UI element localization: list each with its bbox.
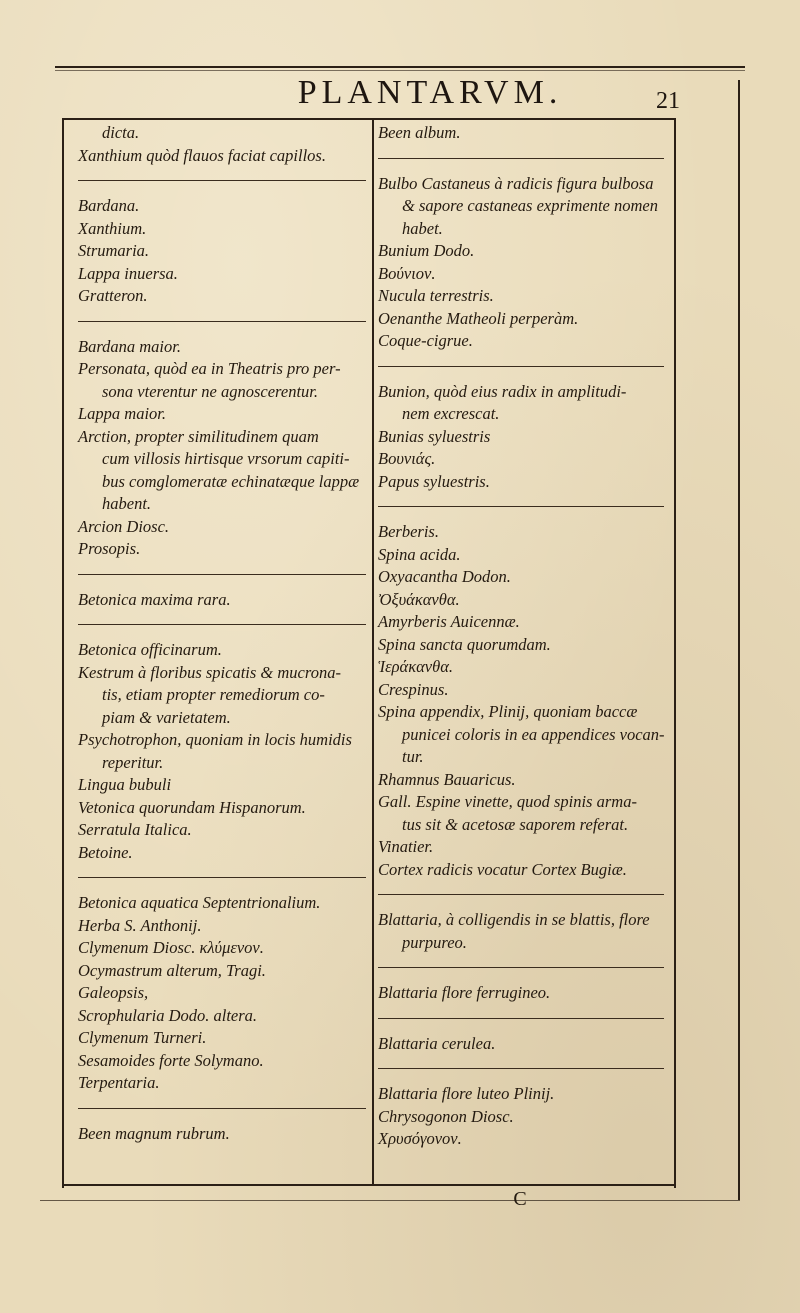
entry-separator-rule (78, 1108, 366, 1109)
entry-line: Xanthium quòd flauos faciat capillos. (78, 145, 326, 165)
plant-entry (78, 336, 370, 561)
entry-line: Personata, quòd ea in Theatris pro per- (78, 359, 341, 378)
entry-line: Spina appendix, Plinij, quoniam baccæ (378, 702, 638, 721)
entry-line: Lingua bubuli (78, 775, 172, 794)
entry-line: Blattaria, à colligendis in se blattis, flore (378, 910, 650, 929)
entry-separator-rule (378, 967, 664, 968)
plant-entry (78, 892, 370, 1095)
entry-line: Βούνιον. (378, 263, 436, 283)
entry-line: Coque-cigrue. (378, 331, 473, 350)
entry-separator-rule (78, 877, 366, 878)
plant-entry (78, 195, 370, 308)
plant-entry (78, 122, 370, 167)
entry-line: Sesamoides forte Solymano. (78, 1050, 264, 1070)
entry-line: Clymenum Turneri. (78, 1028, 207, 1047)
entry-separator-rule (78, 321, 366, 322)
entry-separator-rule (78, 574, 366, 575)
bottom-rule-faint (40, 1200, 740, 1201)
entry-separator-rule (378, 894, 664, 895)
entry-line: & sapore castaneas exprimente nomen (402, 196, 658, 215)
entry-line: Scrophularia Dodo. altera. (78, 1005, 258, 1025)
entry-separator-rule (378, 366, 664, 367)
entry-line: Strumaria. (78, 241, 150, 260)
entry-line: Βουνιάς. (378, 449, 436, 468)
entry-line: Ὀξυάκανθα. (378, 589, 460, 609)
entry-line: tis, etiam propter remediorum co- (102, 685, 325, 704)
plant-entry (378, 1033, 668, 1056)
page-number: 21 (656, 88, 680, 114)
right-outer-rule (738, 80, 740, 1200)
entry-line: Lappa maior. (78, 404, 167, 423)
entry-separator-rule (378, 158, 664, 159)
entry-line: Xanthium. (78, 218, 147, 238)
plant-entry (378, 173, 668, 353)
entry-line: Bardana. (78, 196, 140, 215)
entry-line: Terpentaria. (78, 1073, 160, 1092)
entry-line: Gall. Espine vinette, quod spinis arma- (378, 792, 637, 811)
plant-entry (378, 1083, 668, 1151)
entry-line: bus comglomeratæ echinatæque lappæ (102, 471, 360, 491)
entry-separator-rule (378, 1068, 664, 1069)
entry-line: Gratteron. (78, 286, 148, 305)
running-header (60, 64, 740, 114)
entry-line: habet. (402, 218, 443, 238)
plant-entry (378, 521, 668, 881)
entry-line: Galeopsis, (78, 983, 149, 1002)
entry-line: cum villosis hirtisque vrsorum capiti- (102, 449, 350, 468)
entry-line: Spina sancta quorumdam. (378, 634, 551, 654)
entry-line: Betonica officinarum. (78, 640, 222, 659)
page-title: PLANTARVM. (297, 74, 563, 111)
entry-line: Crespinus. (378, 679, 449, 699)
entry-separator-rule (378, 1018, 664, 1019)
entry-line: Ἱεράκανθα. (378, 657, 453, 676)
plant-entry (78, 1123, 370, 1146)
entry-line: nem excrescat. (402, 404, 500, 423)
entry-line: Herba S. Anthonij. (78, 915, 202, 935)
signature-mark: C (513, 1188, 527, 1210)
entry-line: Bunium Dodo. (378, 241, 475, 260)
entry-line: Vetonica quorundam Hispanorum. (78, 797, 306, 817)
entry-line: punicei coloris in ea appendices vocan- (402, 724, 665, 744)
entry-line: Clymenum Diosc. κλύμενον. (78, 938, 264, 957)
entry-line: Oxyacantha Dodon. (378, 567, 511, 586)
plant-entry (78, 639, 370, 864)
entry-line: Chrysogonon Diosc. (378, 1106, 514, 1126)
entry-line: Spina acida. (378, 544, 461, 564)
entry-line: Bardana maior. (78, 336, 181, 356)
entry-line: Serratula Italica. (78, 820, 192, 839)
entry-line: Psychotrophon, quoniam in locis humidis (78, 730, 352, 749)
right-inner-rule (674, 118, 676, 1188)
entry-line: Arction, propter similitudinem quam (78, 426, 319, 446)
plant-entry (378, 982, 668, 1005)
entry-line: Blattaria cerulea. (378, 1033, 496, 1053)
entry-line: Χρυσόγονον. (378, 1129, 462, 1148)
entry-line: tus sit & acetosæ saporem referat. (402, 814, 629, 834)
entry-line: Berberis. (378, 522, 439, 541)
plant-entry (378, 909, 668, 954)
entry-line: Amyrberis Auicennæ. (378, 612, 520, 631)
entry-line: Blattaria flore luteo Plinij. (378, 1084, 555, 1103)
entry-line: piam & varietatem. (102, 707, 231, 727)
left-column (78, 122, 370, 1177)
entry-line: Been magnum rubrum. (78, 1123, 230, 1143)
entry-line: tur. (402, 747, 424, 766)
entry-line: Betonica maxima rara. (78, 589, 231, 609)
entry-line: purpureo. (402, 932, 467, 952)
entry-line: Blattaria flore ferrugineo. (378, 983, 551, 1002)
column-divider (372, 118, 374, 1184)
bottom-rule (62, 1184, 676, 1186)
plant-entry (378, 381, 668, 494)
entry-line: Papus syluestris. (378, 471, 490, 491)
plant-entry (378, 122, 668, 145)
entry-line: Prosopis. (78, 539, 141, 558)
entry-line: Cortex radicis vocatur Cortex Bugiæ. (378, 859, 627, 879)
left-outer-rule (62, 118, 64, 1188)
entry-line: Betoine. (78, 842, 133, 862)
entry-line: dicta. (102, 123, 140, 142)
entry-line: Oenanthe Matheoli perperàm. (378, 308, 579, 328)
entry-line: Lappa inuersa. (78, 263, 178, 283)
entry-line: Rhamnus Bauaricus. (378, 769, 516, 789)
entry-line: Been album. (378, 123, 461, 142)
entry-line: Nucula terrestris. (378, 286, 494, 305)
entry-separator-rule (378, 506, 664, 507)
plant-entry (78, 589, 370, 612)
entry-line: Ocymastrum alterum, Tragi. (78, 960, 266, 980)
entry-line: Bulbo Castaneus à radicis figura bulbosa (378, 173, 654, 193)
entry-line: Bunias syluestris (378, 426, 491, 446)
entry-line: Arcion Diosc. (78, 516, 170, 536)
header-rule (62, 118, 676, 120)
right-column (378, 122, 668, 1177)
entry-line: sona vterentur ne agnoscerentur. (102, 381, 318, 401)
entry-line: Kestrum à floribus spicatis & mucrona- (78, 662, 341, 682)
entry-line: Vinatier. (378, 837, 434, 856)
entry-line: Bunion, quòd eius radix in amplitudi- (378, 381, 627, 401)
entry-line: Betonica aquatica Septentrionalium. (78, 893, 321, 912)
entry-line: reperitur. (102, 752, 164, 772)
entry-separator-rule (78, 180, 366, 181)
entry-line: habent. (102, 494, 152, 513)
entry-separator-rule (78, 624, 366, 625)
